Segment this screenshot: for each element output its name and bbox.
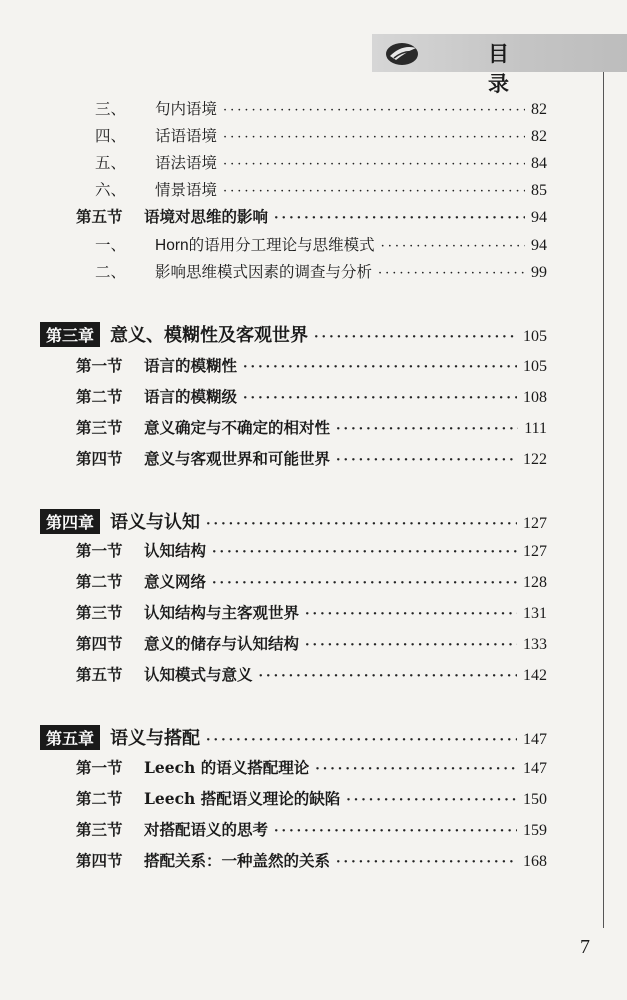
leader-dots	[212, 576, 517, 591]
toc-entry-title: 话语语境	[155, 128, 218, 145]
toc-entry-label: 第二节	[76, 572, 123, 591]
toc-entry-page: 99	[531, 264, 547, 281]
toc-entry-title: Leech 的语义搭配理论	[144, 758, 310, 777]
toc-entry-label: 第四节	[76, 634, 123, 653]
toc-entry-label: 一、	[95, 237, 127, 254]
toc-entry-page: 82	[531, 128, 547, 145]
toc-entry[interactable]	[76, 416, 547, 442]
toc-entry[interactable]	[76, 385, 547, 411]
margin-rule	[603, 58, 604, 928]
chapter-badge: 第四章	[40, 509, 100, 534]
toc-entry-page: 159	[523, 822, 547, 839]
toc-entry-label: 二、	[95, 264, 127, 281]
toc-entry-title: Leech 搭配语义理论的缺陷	[144, 789, 341, 808]
toc-entry[interactable]	[76, 663, 547, 689]
toc-entry[interactable]	[76, 570, 547, 596]
toc-entry[interactable]	[76, 354, 547, 380]
toc-chapter[interactable]	[40, 321, 547, 351]
leader-dots	[243, 391, 517, 406]
leader-dots	[305, 607, 517, 622]
toc-entry-label: 第三节	[76, 820, 123, 839]
toc-entry[interactable]	[76, 205, 547, 231]
leader-dots	[305, 638, 517, 653]
leader-dots	[274, 824, 517, 839]
leader-dots	[315, 762, 517, 777]
toc-entry[interactable]	[76, 447, 547, 473]
toc-entry-title: 语义与搭配	[110, 728, 201, 749]
toc-entry-page: 133	[523, 636, 547, 653]
toc-entry-page: 127	[523, 515, 547, 532]
toc-entry-page: 122	[523, 451, 547, 468]
leader-dots	[206, 733, 517, 748]
toc-entry[interactable]	[76, 849, 547, 875]
toc-entry-page: 94	[531, 237, 547, 254]
toc-entry-title: 语境对思维的影响	[144, 207, 269, 226]
toc-entry[interactable]	[76, 787, 547, 813]
toc-entry-page: 142	[523, 667, 547, 684]
toc-entry-label: 第二节	[76, 387, 123, 406]
toc-entry-title: 搭配关系：一种盖然的关系	[144, 851, 331, 870]
leader-dots	[243, 360, 517, 375]
toc-entry-label: 第三节	[76, 603, 123, 622]
toc-entry-label: 第四节	[76, 449, 123, 468]
toc-entry-title: 对搭配语义的思考	[144, 820, 269, 839]
toc-entry[interactable]	[95, 260, 547, 286]
toc-entry-page: 85	[531, 182, 547, 199]
toc-entry-title: 句内语境	[155, 101, 218, 118]
leader-dots	[346, 793, 517, 808]
leader-dots	[274, 211, 525, 226]
toc-entry-title: 语义与认知	[110, 512, 201, 533]
toc-entry[interactable]	[95, 151, 547, 177]
toc-entry-label: 四、	[95, 128, 127, 145]
leader-dots	[378, 266, 525, 281]
toc-chapter[interactable]	[40, 724, 547, 754]
toc-entry[interactable]	[76, 756, 547, 782]
toc-entry-label: 五、	[95, 155, 127, 172]
leader-dots	[314, 330, 517, 345]
toc-entry-label: 第五节	[76, 207, 123, 226]
toc-entry-title: 意义的储存与认知结构	[144, 634, 300, 653]
toc-entry-title: 语言的模糊性	[144, 356, 238, 375]
toc-entry-label: 三、	[95, 101, 127, 118]
toc-entry-title: 认知模式与意义	[144, 665, 253, 684]
leader-dots	[223, 184, 525, 199]
toc-entry-page: 127	[523, 543, 547, 560]
toc-entry-page: 131	[523, 605, 547, 622]
toc-entry-page: 108	[523, 389, 547, 406]
leader-dots	[336, 422, 518, 437]
toc-entry-label: 第一节	[76, 541, 123, 560]
toc-entry-label: 第四节	[76, 851, 123, 870]
toc-entry-page: 82	[531, 101, 547, 118]
leader-dots	[381, 239, 525, 254]
toc-entry[interactable]	[76, 818, 547, 844]
toc-entry-page: 147	[523, 760, 547, 777]
leader-dots	[336, 855, 517, 870]
toc-entry-title: 认知结构与主客观世界	[144, 603, 300, 622]
toc-entry-title: 认知结构	[144, 541, 207, 560]
toc-entry-page: 168	[523, 853, 547, 870]
toc-entry-title: 意义网络	[144, 572, 207, 591]
toc-entry-title: 情景语境	[155, 182, 218, 199]
page-number: 7	[580, 936, 590, 958]
leader-dots	[223, 130, 525, 145]
toc-entry-title: 意义确定与不确定的相对性	[144, 418, 331, 437]
toc-entry-page: 105	[523, 328, 547, 345]
toc-entry-title: 影响思维模式因素的调查与分析	[155, 264, 373, 281]
toc-entry-page: 128	[523, 574, 547, 591]
toc-entry[interactable]	[76, 601, 547, 627]
toc-entry[interactable]	[76, 539, 547, 565]
toc-entry-page: 150	[523, 791, 547, 808]
toc-entry-title: 语言的模糊级	[144, 387, 238, 406]
toc-entry-label: 第一节	[76, 758, 123, 777]
toc-entry-title: 意义与客观世界和可能世界	[144, 449, 331, 468]
leader-dots	[223, 103, 525, 118]
leader-dots	[223, 157, 525, 172]
leader-dots	[206, 517, 517, 532]
leader-dots	[336, 453, 517, 468]
leader-dots	[212, 545, 517, 560]
toc-entry-page: 94	[531, 209, 547, 226]
toc-entry-title: 语法语境	[155, 155, 218, 172]
toc-entry-page: 111	[524, 420, 547, 437]
chapter-badge: 第三章	[40, 322, 100, 347]
toc-entry-label: 六、	[95, 182, 127, 199]
toc-chapter[interactable]	[40, 508, 547, 538]
toc-entry-label: 第一节	[76, 356, 123, 375]
toc-entry-label: 第五节	[76, 665, 123, 684]
toc-entry-title: 意义、模糊性及客观世界	[110, 325, 309, 346]
toc-entry-label: 第二节	[76, 789, 123, 808]
toc-entry-page: 84	[531, 155, 547, 172]
toc-entry-label: 第三节	[76, 418, 123, 437]
chapter-badge: 第五章	[40, 725, 100, 750]
toc-entry-title: Horn的语用分工理论与思维模式	[155, 237, 375, 254]
toc-entry-page: 147	[523, 731, 547, 748]
book-logo-icon	[382, 38, 422, 68]
leader-dots	[259, 669, 517, 684]
toc-entry-page: 105	[523, 358, 547, 375]
toc-entry[interactable]	[95, 124, 547, 150]
toc-entry[interactable]	[95, 233, 547, 259]
toc-entry[interactable]	[95, 97, 547, 123]
toc-entry[interactable]	[95, 178, 547, 204]
toc-entry[interactable]	[76, 632, 547, 658]
page-title: 目 录	[488, 41, 523, 96]
